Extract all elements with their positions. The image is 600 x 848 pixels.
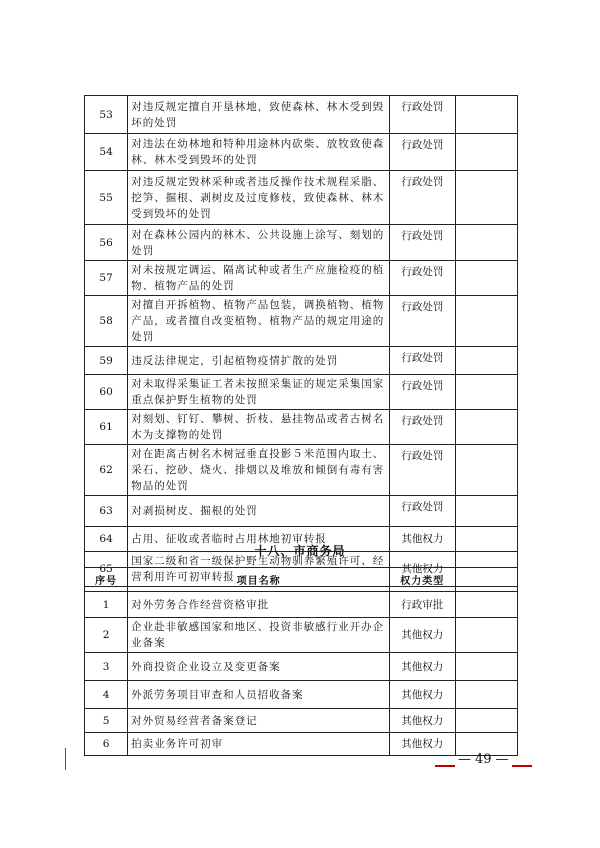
section-title: 十八、市商务局 [254,544,346,558]
table-header-row [85,568,518,592]
page-number: 49 [475,752,492,767]
power-type: 行政处罚 [390,171,456,225]
note-cell [455,261,517,296]
table-row [85,296,518,347]
margin-rule [65,748,66,770]
note-cell [455,592,517,618]
item-name: 违反法律规定，引起植物疫情扩散的处罚 [128,347,390,375]
power-type: 行政处罚 [390,296,456,347]
note-cell [455,225,517,261]
note-cell [455,496,517,527]
row-number: 64 [85,527,128,552]
row-number: 62 [85,445,128,496]
item-name: 企业赴非敏感国家和地区、投资非敏感行业开办企业备案 [128,618,390,653]
item-name: 对外劳务合作经营资格审批 [128,592,390,618]
row-number: 54 [85,134,128,171]
table-row [85,653,518,681]
power-type: 其他权力 [390,709,456,733]
table-row [85,410,518,445]
power-type: 其他权力 [390,552,456,587]
item-name: 对违反规定毁林采种或者违反操作技术规程采脂、挖笋、掘根、剥树皮及过度修枝，致使森林、林木受到毁坏的处罚 [128,171,390,225]
item-name: 外派劳务项目审查和人员招收备案 [128,681,390,709]
item-name: 拍卖业务许可初审 [128,733,390,756]
power-list-table-continued [84,95,518,587]
header-note [455,568,517,592]
power-type: 其他权力 [390,618,456,653]
row-number: 1 [85,592,128,618]
note-cell [455,375,517,410]
table-row [85,347,518,375]
note-cell [455,134,517,171]
item-name: 外商投资企业设立及变更备案 [128,653,390,681]
note-cell [455,681,517,709]
row-number: 6 [85,733,128,756]
row-number: 61 [85,410,128,445]
row-number: 3 [85,653,128,681]
note-cell [455,618,517,653]
note-cell [455,96,517,134]
row-number: 4 [85,681,128,709]
power-type: 其他权力 [390,681,456,709]
header-item-name: 项目名称 [128,568,390,592]
power-type: 行政处罚 [390,375,456,410]
power-type: 其他权力 [390,733,456,756]
row-number: 59 [85,347,128,375]
row-number: 57 [85,261,128,296]
note-cell [455,296,517,347]
item-name: 对外贸易经营者备案登记 [128,709,390,733]
table-row [85,261,518,296]
note-cell [455,171,517,225]
item-name: 对未按规定调运、隔离试种或者生产应施检疫的植物、植物产品的处罚 [128,261,390,296]
item-name: 对擅自开拆植物、植物产品包装，调换植物、植物产品，或者擅自改变植物、植物产品的规定用途的处罚 [128,296,390,347]
row-number: 55 [85,171,128,225]
row-number: 5 [85,709,128,733]
footer-dash-right [512,753,532,767]
note-cell [455,445,517,496]
table-row [85,445,518,496]
row-number: 65 [85,552,128,587]
item-name: 对剥损树皮、掘根的处罚 [128,496,390,527]
table-row [85,592,518,618]
row-number: 58 [85,296,128,347]
page-number-footer: — 49 — [432,752,535,767]
power-type: 行政处罚 [390,261,456,296]
header-number: 序号 [85,568,128,592]
table-row [85,709,518,733]
note-cell [455,347,517,375]
power-type: 行政处罚 [390,445,456,496]
table-row [85,134,518,171]
power-type: 行政处罚 [390,134,456,171]
item-name: 对违法在幼林地和特种用途林内砍柴、放牧致使森林、林木受到毁坏的处罚 [128,134,390,171]
footer-dash-left [435,753,455,767]
table-row [85,171,518,225]
table-row [85,375,518,410]
row-number: 63 [85,496,128,527]
item-name: 对在森林公园内的林木、公共设施上涂写、刻划的处罚 [128,225,390,261]
power-type: 行政处罚 [390,496,456,527]
power-type: 其他权力 [390,653,456,681]
table-row [85,225,518,261]
row-number: 2 [85,618,128,653]
item-name: 占用、征收或者临时占用林地初审转报 [128,527,390,552]
table-row [85,496,518,527]
note-cell [455,653,517,681]
item-name: 对在距离古树名木树冠垂直投影５米范围内取土、采石、挖砂、烧火、排烟以及堆放和倾倒有毒有害物品的处罚 [128,445,390,496]
row-number: 56 [85,225,128,261]
table-row [85,681,518,709]
power-type: 其他权力 [390,527,456,552]
item-name: 国家二级和省一级保护野生动物驯养繁殖许可、经营利用许可初审转报 [128,552,390,587]
table-row [85,618,518,653]
power-type: 行政处罚 [390,410,456,445]
note-cell [455,410,517,445]
commerce-bureau-power-table [84,567,518,756]
power-type: 行政处罚 [390,225,456,261]
item-name: 对未取得采集证工者未按照采集证的规定采集国家重点保护野生植物的处罚 [128,375,390,410]
item-name: 对刻划、钉钉、攀树、折枝、悬挂物品或者古树名木为支撑物的处罚 [128,410,390,445]
power-type: 行政处罚 [390,347,456,375]
table-row [85,96,518,134]
power-type: 行政审批 [390,592,456,618]
row-number: 60 [85,375,128,410]
note-cell [455,709,517,733]
power-type: 行政处罚 [390,96,456,134]
header-power-type: 权力类型 [390,568,456,592]
item-name: 对违反规定擅自开垦林地，致使森林、林木受到毁坏的处罚 [128,96,390,134]
row-number: 53 [85,96,128,134]
